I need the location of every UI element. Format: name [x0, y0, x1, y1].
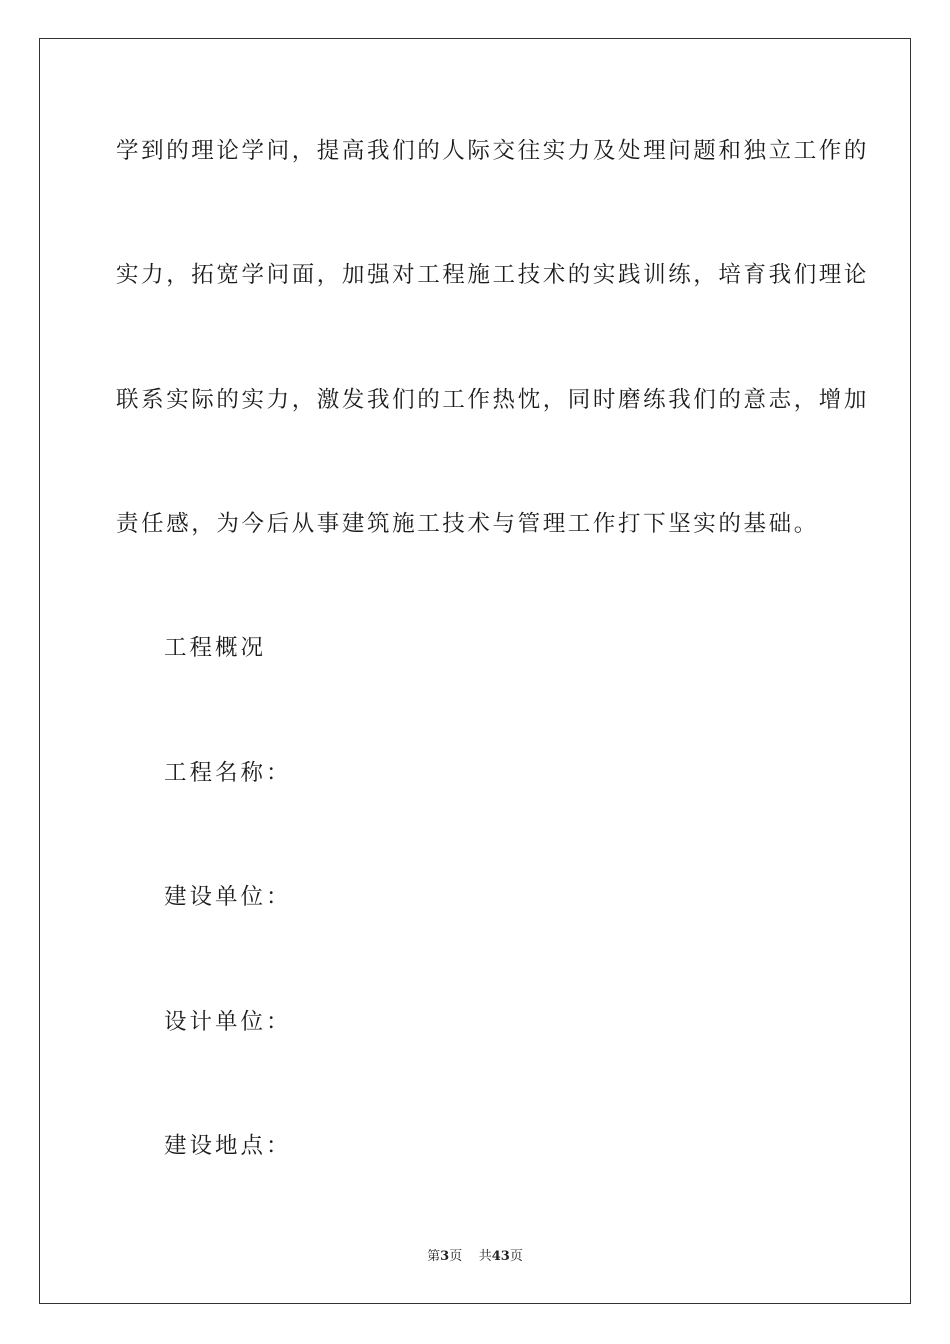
footer-total-prefix: 共: [478, 1249, 492, 1264]
field-location: 建设地点：: [164, 1133, 292, 1159]
field-project-name: 工程名称：: [164, 760, 292, 786]
footer-prefix: 第: [427, 1249, 441, 1264]
section-heading: 工程概况: [164, 635, 267, 661]
page-border: [39, 38, 911, 1304]
footer-total-suffix: 页: [509, 1249, 523, 1264]
field-owner: 建设单位：: [164, 884, 292, 910]
footer-total-pages: 43: [491, 1249, 510, 1264]
page-footer: [0, 1248, 950, 1266]
paragraph-line-2: 实力，拓宽学问面，加强对工程施工技术的实践训练，培育我们理论: [116, 262, 870, 288]
footer-page-number: 3: [440, 1249, 450, 1264]
paragraph-line-4: 责任感，为今后从事建筑施工技术与管理工作打下坚实的基础。: [116, 511, 819, 537]
paragraph-line-1: 学到的理论学问，提高我们的人际交往实力及处理问题和独立工作的: [116, 138, 870, 164]
field-designer: 设计单位：: [164, 1009, 292, 1035]
paragraph-line-3: 联系实际的实力，激发我们的工作热忱，同时磨练我们的意志，增加: [116, 387, 870, 413]
footer-page-suffix: 页: [449, 1249, 463, 1264]
